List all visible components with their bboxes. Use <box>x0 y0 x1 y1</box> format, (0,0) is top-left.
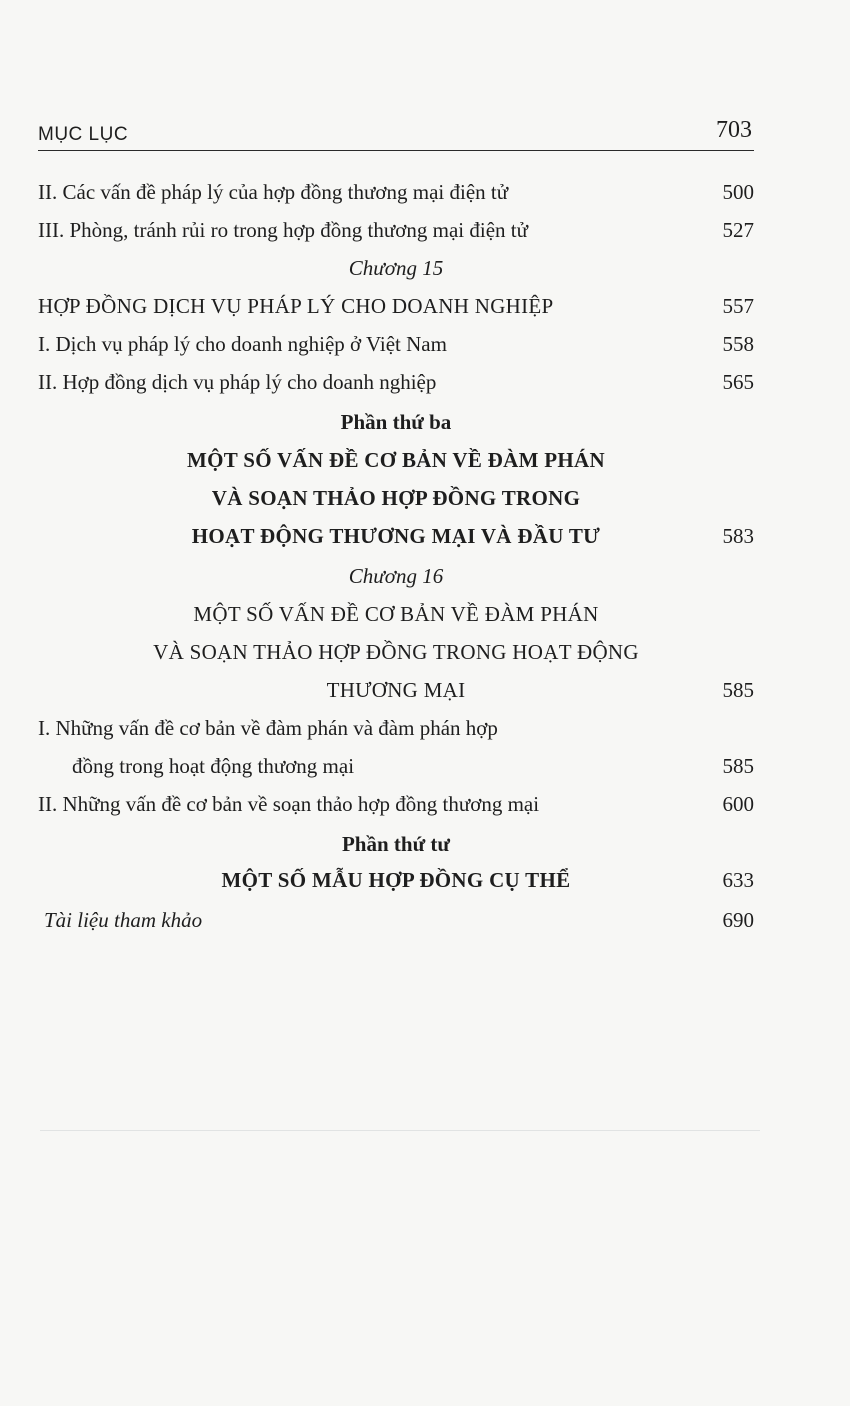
toc-chapter-label: Chương 15 <box>348 256 444 280</box>
toc-entry-text: I. Những vấn đề cơ bản về đàm phán và đàm phán hợp <box>38 716 498 740</box>
toc-entry <box>38 908 754 940</box>
toc-chapter-title: HỢP ĐỒNG DỊCH VỤ PHÁP LÝ CHO DOANH NGHIỆP <box>38 294 554 318</box>
toc-part-heading <box>38 832 754 864</box>
toc-entry-text: II. Hợp đồng dịch vụ pháp lý cho doanh nghiệp <box>38 370 437 394</box>
toc-entry-page: 558 <box>722 332 754 356</box>
toc-entry-text: Tài liệu tham khảo <box>44 908 203 932</box>
toc-part-label: Phần thứ tư <box>341 832 451 856</box>
toc-entry-page: 585 <box>722 678 754 702</box>
toc-chapter-heading <box>38 256 754 288</box>
toc-part-title-line <box>38 486 754 518</box>
toc-chapter-heading <box>38 564 754 596</box>
toc-part-title: MỘT SỐ MẪU HỢP ĐỒNG CỤ THỂ <box>221 868 571 892</box>
toc-entry <box>38 754 754 786</box>
toc-part-title-line <box>38 524 754 556</box>
header-rule <box>38 150 754 151</box>
toc-chapter-title: VÀ SOẠN THẢO HỢP ĐỒNG TRONG HOẠT ĐỘNG <box>153 640 639 664</box>
toc-entry <box>38 716 754 748</box>
running-header-title: MỤC LỤC <box>38 124 129 145</box>
toc-entry-text: đồng trong hoạt động thương mại <box>72 754 355 778</box>
toc-part-title: HOẠT ĐỘNG THƯƠNG MẠI VÀ ĐẦU TƯ <box>191 524 601 548</box>
toc-chapter-title-line <box>38 678 754 710</box>
toc-entry-page: 585 <box>722 754 754 778</box>
toc-entry <box>38 218 754 250</box>
toc-part-title: MỘT SỐ VẤN ĐỀ CƠ BẢN VỀ ĐÀM PHÁN <box>187 448 605 472</box>
toc-entry-page: 527 <box>722 218 754 242</box>
toc-part-heading <box>38 410 754 442</box>
toc-chapter-title: MỘT SỐ VẤN ĐỀ CƠ BẢN VỀ ĐÀM PHÁN <box>193 602 599 626</box>
toc-part-title-line <box>38 868 754 900</box>
toc-part-title-line <box>38 448 754 480</box>
toc-entry-page: 565 <box>722 370 754 394</box>
toc-entry-text: I. Dịch vụ pháp lý cho doanh nghiệp ở Việt Nam <box>38 332 447 356</box>
toc-entry-text: II. Các vấn đề pháp lý của hợp đồng thương mại điện tử <box>38 180 509 204</box>
toc-entry <box>38 294 754 326</box>
running-header-page-number: 703 <box>716 117 752 143</box>
toc-chapter-label: Chương 16 <box>348 564 444 588</box>
toc-entry-page: 633 <box>722 868 754 892</box>
toc-entry <box>38 332 754 364</box>
toc-part-label: Phần thứ ba <box>340 410 452 434</box>
toc-entry <box>38 370 754 402</box>
bleed-through-rule <box>40 1130 760 1131</box>
toc-entry-text: II. Những vấn đề cơ bản về soạn thảo hợp đồng thương mại <box>38 792 540 816</box>
toc-entry-text: III. Phòng, tránh rủi ro trong hợp đồng thương mại điện tử <box>38 218 528 242</box>
toc-chapter-title-line <box>38 640 754 672</box>
toc-chapter-title: THƯƠNG MẠI <box>326 678 466 702</box>
toc-entry-page: 500 <box>722 180 754 204</box>
toc-entry-page: 600 <box>722 792 754 816</box>
toc-entry-page: 690 <box>722 908 754 932</box>
toc-entry <box>38 792 754 824</box>
toc-entry-page: 583 <box>722 524 754 548</box>
toc-entry <box>38 180 754 212</box>
toc-entry-page: 557 <box>722 294 754 318</box>
toc-chapter-title-line <box>38 602 754 634</box>
toc-part-title: VÀ SOẠN THẢO HỢP ĐỒNG TRONG <box>211 486 581 510</box>
